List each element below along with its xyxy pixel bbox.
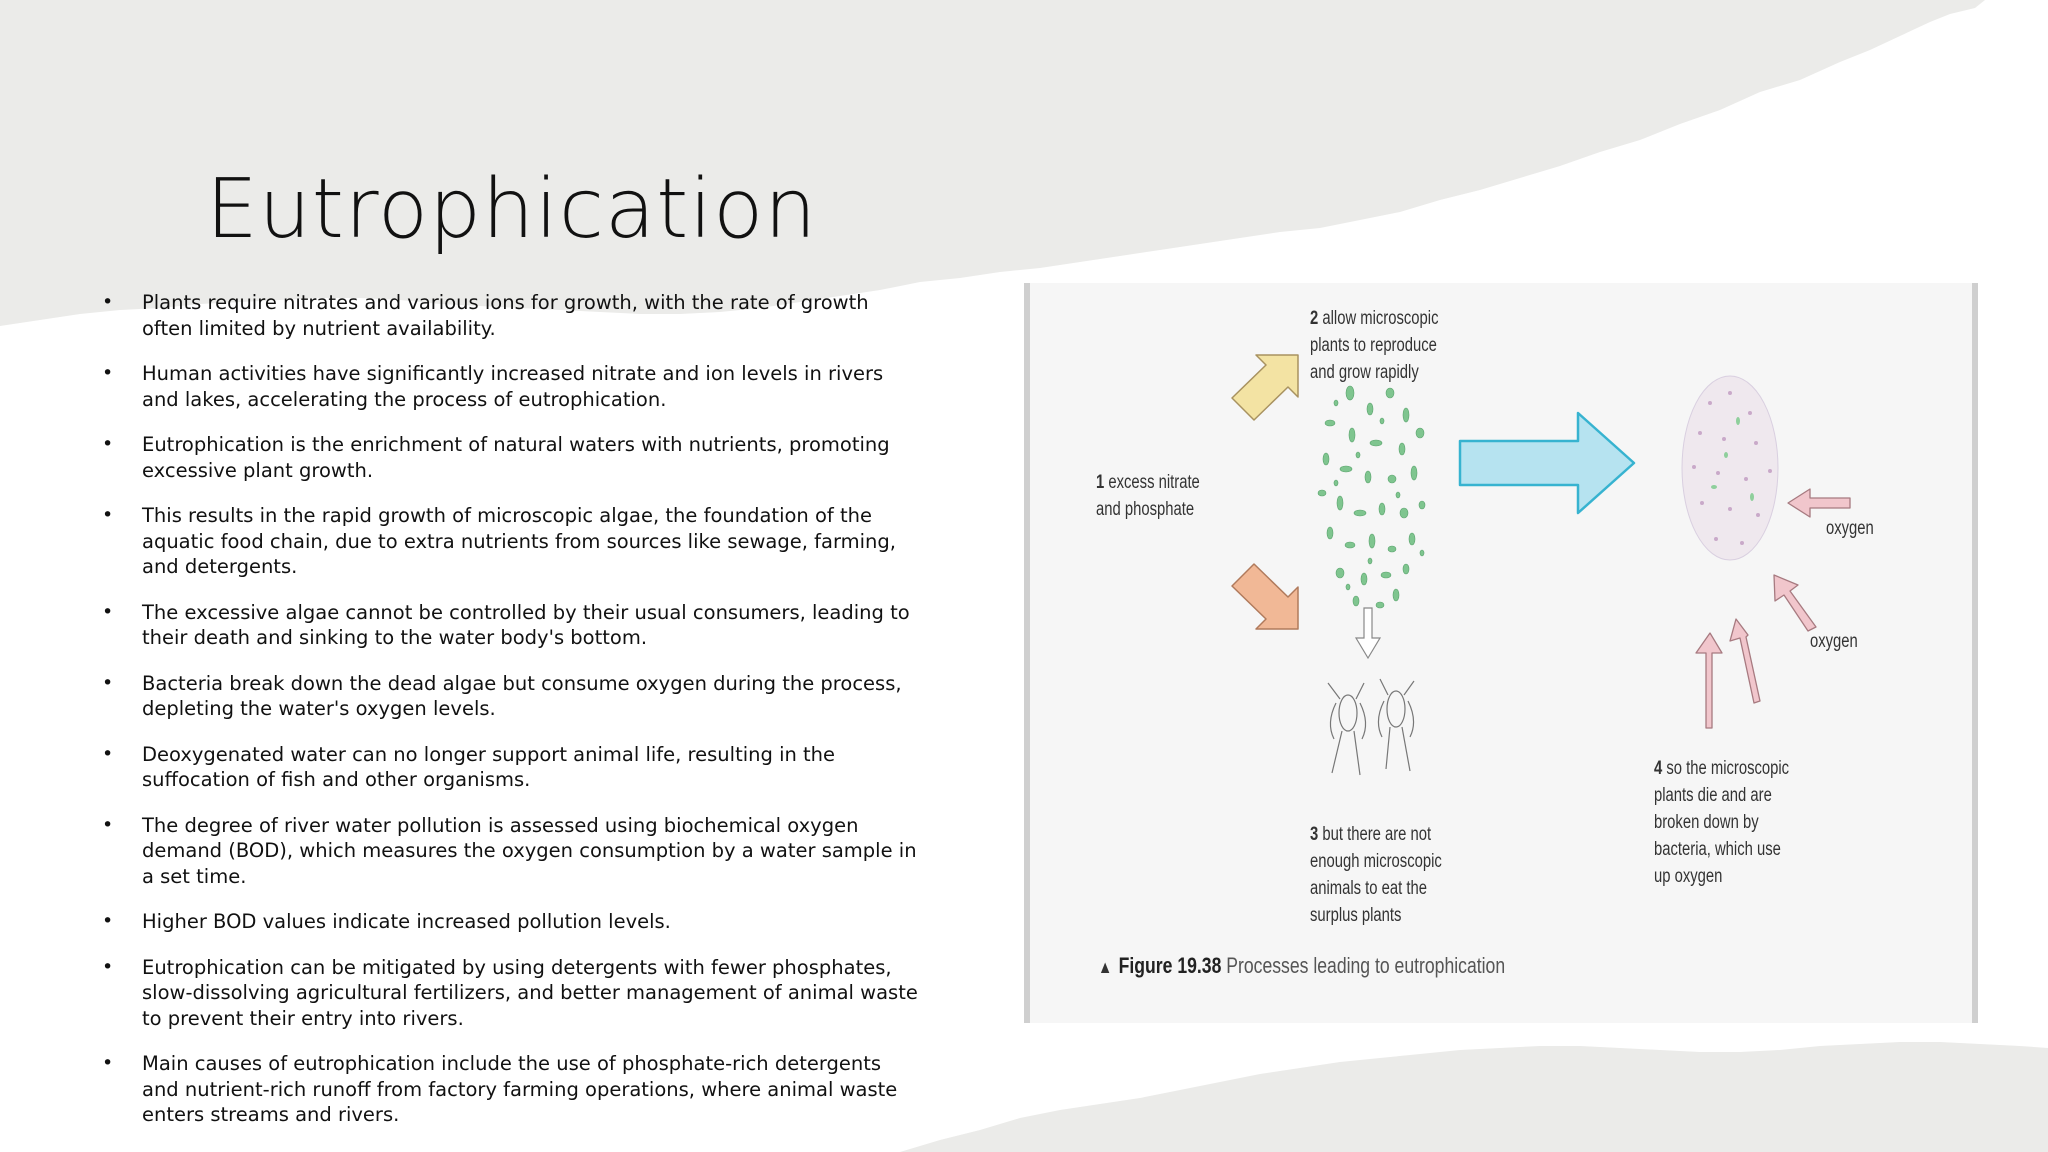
step4-label [1654,755,1789,890]
bullet-symbol: • [102,671,114,694]
step3-text: but there are not enough microscopic animals to eat the surplus plants [1310,824,1442,926]
step2-text: allow microscopic plants to reproduce and grow rapidly [1310,308,1439,383]
bullet-text: Plants require nitrates and various ions for growth, with the rate of growth often limited by nutrient availability. [142,291,869,340]
microscopic-animals [1328,679,1414,775]
oxygen-label-2: oxygen [1810,631,1858,652]
bullet-list [100,290,920,1148]
bullet-symbol: • [102,742,114,765]
bullet-item [100,909,920,935]
bullet-item [100,361,920,412]
step2-label [1310,305,1438,386]
nutrient-arrow-orange [1232,564,1298,629]
bullet-symbol: • [102,291,114,313]
slide-title: Eutrophication [206,162,818,257]
bullet-text: The degree of river water pollution is assessed using biochemical oxygen demand (BOD), which measures the oxygen consumption by a water sample in a set time. [142,813,917,888]
bullet-text: Main causes of eutrophication include the use of phosphate-rich detergents and nutrient-rich runoff from factory farming operations, where animal waste enters streams and rivers. [142,1052,898,1126]
bullet-text: Eutrophication is the enrichment of natural waters with nutrients, promoting excessive plant growth. [142,433,890,482]
bullet-item [100,1051,920,1128]
eutrophication-figure [1024,283,1978,1023]
bullet-symbol: • [102,955,114,978]
bullet-symbol: • [102,600,114,623]
bullet-symbol: • [102,362,114,384]
step3-number: 3 [1310,824,1319,845]
oxygen-label-1: oxygen [1826,518,1874,539]
bullet-item [100,955,920,1032]
bottom-torn-band [900,1042,2048,1152]
bullet-item [100,503,920,580]
step1-text: excess nitrate and phosphate [1096,472,1200,520]
bullet-text: Bacteria break down the dead algae but consume oxygen during the process, depleting the water's oxygen levels. [142,671,902,720]
step3-label [1310,821,1442,929]
bullet-item [100,742,920,793]
bullet-item [100,432,920,483]
step2-number: 2 [1310,308,1319,329]
nutrient-arrow-yellow [1232,355,1298,420]
process-arrow-cyan [1460,413,1634,513]
algae-cluster [1318,386,1425,608]
bullet-item [100,813,920,890]
bullet-symbol: • [102,504,114,526]
step1-number: 1 [1096,472,1105,493]
bullet-text: Higher BOD values indicate increased pollution levels. [142,910,671,933]
bullet-item [100,600,920,651]
bullet-text: The excessive algae cannot be controlled by their usual consumers, leading to their death and sinking to the water body's bottom. [142,600,910,649]
bullet-symbol: • [102,1052,114,1074]
bullet-symbol: • [102,910,114,932]
step4-text: so the microscopic plants die and are broken down by bacteria, which use up oxygen [1654,758,1790,887]
figure-caption [1098,953,1505,979]
bullet-text: Deoxygenated water can no longer support animal life, resulting in the suffocation of fish and other organisms. [142,742,836,791]
down-arrow [1356,608,1380,658]
bullet-symbol: • [102,433,114,455]
bullet-item [100,671,920,722]
bullet-item [100,290,920,341]
dead-algae-cluster [1682,376,1778,560]
caption-triangle-icon: ▲ [1098,957,1113,977]
step1-label [1096,469,1200,523]
bullet-text: Human activities have significantly increased nitrate and ion levels in rivers and lakes, accelerating the process of eutrophication. [142,362,884,411]
bullet-text: Eutrophication can be mitigated by using detergents with fewer phosphates, slow-dissolving agricultural fertilizers, and better management of animal waste to prevent their entry into rivers. [142,955,918,1030]
caption-text: Processes leading to eutrophication [1226,953,1506,978]
caption-figure-number: Figure 19.38 [1118,953,1222,978]
bullet-text: This results in the rapid growth of microscopic algae, the foundation of the aquatic food chain, due to extra nutrients from sources like sewage, farming, and detergents. [142,504,896,578]
bullet-symbol: • [102,813,114,836]
step4-number: 4 [1654,758,1663,779]
